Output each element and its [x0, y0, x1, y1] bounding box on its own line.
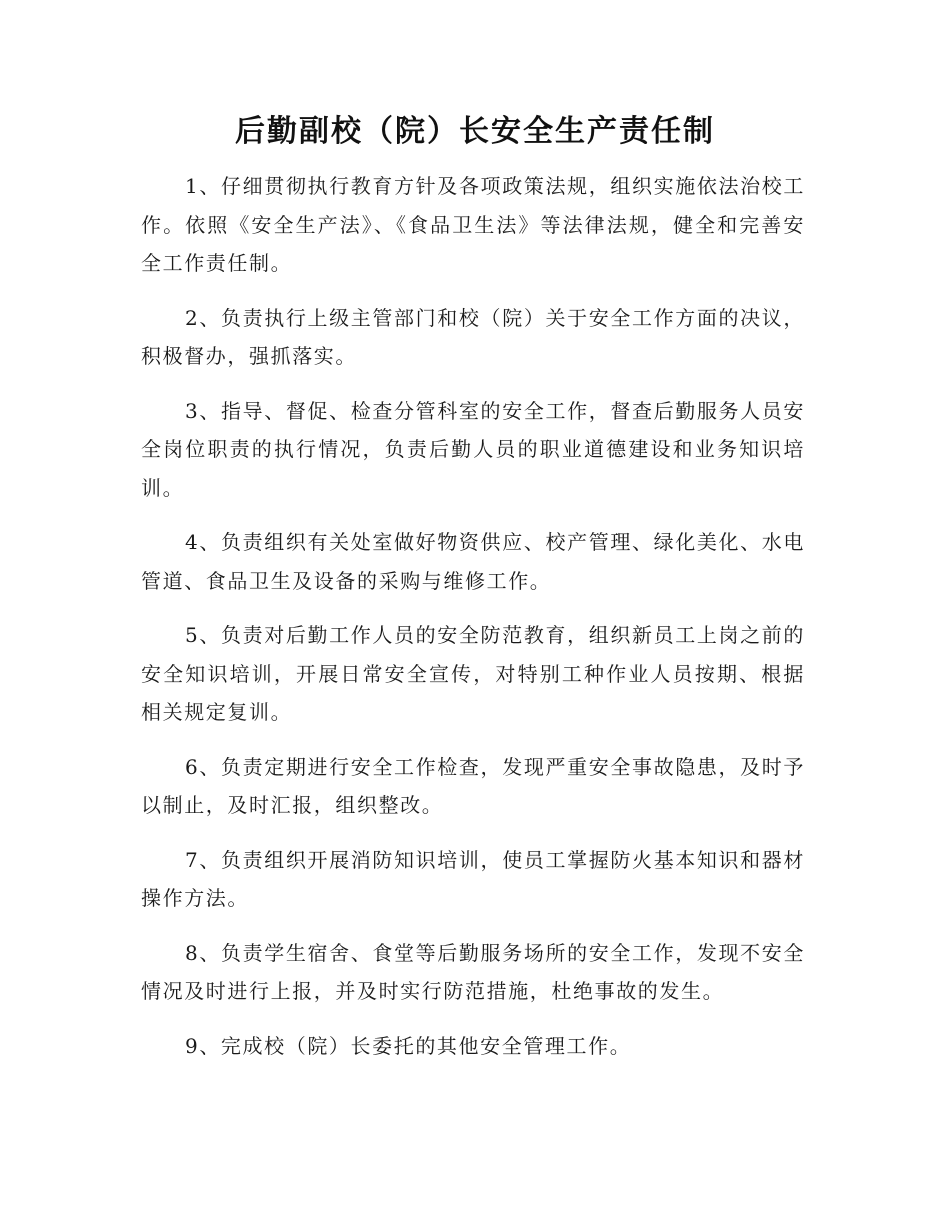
paragraph-item-5: 5、负责对后勤工作人员的安全防范教育，组织新员工上岗之前的安全知识培训，开展日常安全宣传，对特别工种作业人员按期、根据相关规定复训。	[141, 623, 805, 724]
paragraph-item-9: 9、完成校（院）长委托的其他安全管理工作。	[185, 1033, 632, 1058]
paragraph-item-2: 2、负责执行上级主管部门和校（院）关于安全工作方面的决议，积极督办，强抓落实。	[141, 305, 805, 368]
paragraph-item-7: 7、负责组织开展消防知识培训，使员工掌握防火基本知识和器材操作方法。	[141, 847, 805, 910]
paragraph-item-6: 6、负责定期进行安全工作检查，发现严重安全事故隐患，及时予以制止，及时汇报，组织整改。	[141, 754, 805, 817]
paragraph-item-1: 1、仔细贯彻执行教育方针及各项政策法规，组织实施依法治校工作。依照《安全生产法》、《食品卫生法》等法律法规，健全和完善安全工作责任制。	[141, 174, 805, 275]
paragraph-item-3: 3、指导、督促、检查分管科室的安全工作，督查后勤服务人员安全岗位职责的执行情况，负责后勤人员的职业道德建设和业务知识培训。	[141, 398, 805, 500]
document-body	[141, 167, 805, 1081]
paragraph-item-4: 4、负责组织有关处室做好物资供应、校产管理、绿化美化、水电管道、食品卫生及设备的采购与维修工作。	[141, 530, 805, 593]
paragraph-item-8: 8、负责学生宿舍、食堂等后勤服务场所的安全工作，发现不安全情况及时进行上报，并及时实行防范措施，杜绝事故的发生。	[141, 940, 805, 1003]
document-title: 后勤副校（院）长安全生产责任制	[235, 114, 715, 149]
